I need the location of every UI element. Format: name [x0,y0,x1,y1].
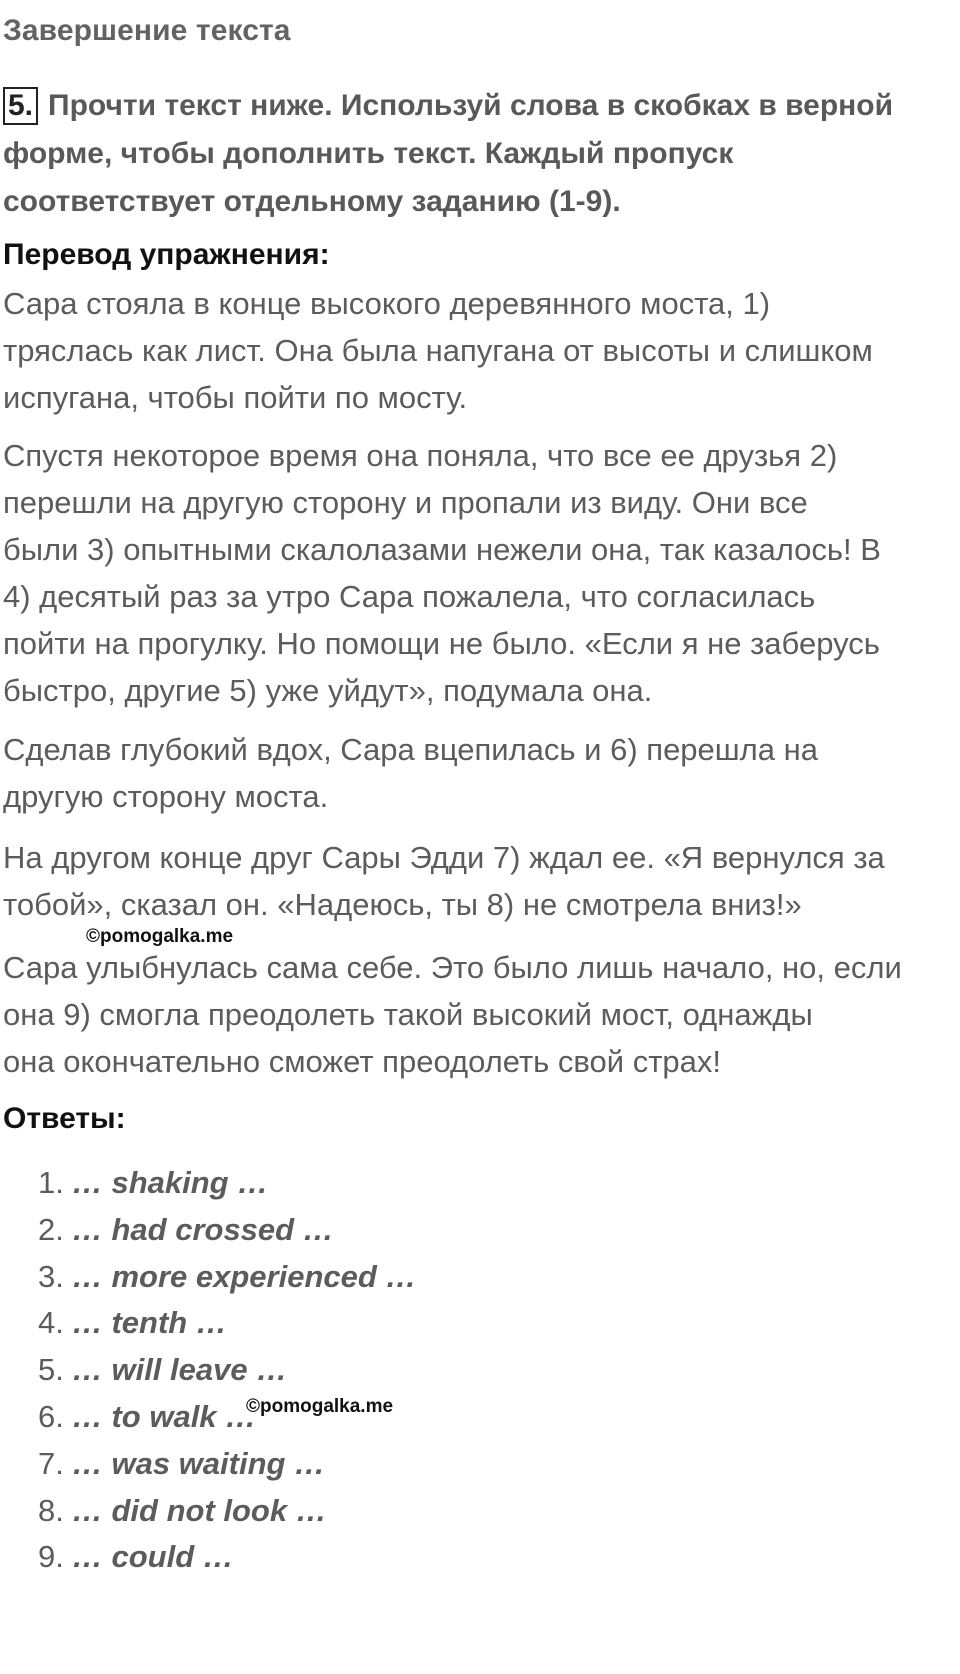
translation-paragraph-2 [3,432,958,714]
translation-paragraph-3 [3,726,958,820]
paragraph-line: другую сторону моста. [3,779,329,814]
translation-heading: Перевод упражнения: [3,238,330,271]
answer-item [38,1300,416,1347]
paragraph-line: Сара улыбнулась сама себе. Это было лишь начало, но, если [3,950,902,985]
answer-text: … more experienced … [71,1258,417,1294]
answer-number: 3. [38,1258,64,1294]
answer-text: … to walk … [71,1398,257,1434]
answer-text: … tenth … [71,1305,227,1341]
task-instruction-line: соответствует отдельному заданию (1-9). [3,185,621,218]
paragraph-line: она 9) смогла преодолеть такой высокий мост, однажды [3,997,813,1032]
paragraph-line: тряслась как лист. Она была напугана от высоты и слишком [3,333,873,368]
answer-text: … will leave … [71,1352,288,1388]
answer-text: … was waiting … [71,1445,326,1481]
answer-text: … had crossed … [71,1211,334,1247]
task-instruction-line: форме, чтобы дополнить текст. Каждый пропуск [3,137,734,170]
answer-number: 9. [38,1539,64,1575]
section-title: Завершение текста [3,14,291,47]
answer-item [38,1488,416,1535]
paragraph-line: 4) десятый раз за утро Сара пожалела, что согласилась [3,579,816,614]
answer-number: 2. [38,1211,64,1247]
task-instruction [3,82,958,226]
answer-item [38,1534,416,1581]
paragraph-line: Сделав глубокий вдох, Сара вцепилась и 6) перешла на [3,732,818,767]
answer-number: 5. [38,1352,64,1388]
paragraph-line: перешли на другую сторону и пропали из виду. Они все [3,485,808,520]
answer-text: … shaking … [71,1165,269,1200]
paragraph-line: она окончательно сможет преодолеть свой страх! [3,1044,721,1079]
answer-number: 6. [38,1398,64,1434]
translation-paragraph-4 [3,834,958,928]
paragraph-line: испугана, чтобы пойти по мосту. [3,380,468,415]
watermark-text: ©pomogalka.me [86,926,234,947]
task-instruction-line: Прочти текст ниже. Используй слова в скобках в верной [48,89,894,122]
answer-item [38,1207,416,1254]
paragraph-line: были 3) опытными скалолазами нежели она, так казалось! В [3,532,881,567]
paragraph-line: тобой», сказал он. «Надеюсь, ты 8) не смотрела вниз!» [3,887,802,922]
answers-list [38,1160,416,1581]
paragraph-line: Спустя некоторое время она поняла, что все ее друзья 2) [3,438,838,473]
paragraph-line: пойти на прогулку. Но помощи не было. «Если я не заберусь [3,626,880,661]
answer-item [38,1347,416,1394]
answers-heading: Ответы: [3,1102,126,1135]
paragraph-line: На другом конце друг Сары Эдди 7) ждал ее. «Я вернулся за [3,840,885,875]
answer-number: 4. [38,1305,64,1341]
answer-number: 1. [38,1165,64,1200]
paragraph-line: быстро, другие 5) уже уйдут», подумала она. [3,673,653,708]
task-number-box: 5. [3,87,38,125]
translation-paragraph-1 [3,280,958,421]
paragraph-line: Сара стояла в конце высокого деревянного моста, 1) [3,286,771,321]
answer-item [38,1254,416,1301]
translation-paragraph-5 [3,944,958,1085]
answer-number: 8. [38,1492,64,1528]
answer-number: 7. [38,1445,64,1481]
answer-text: … did not look … [71,1492,327,1528]
answer-item [38,1441,416,1488]
answer-item [38,1160,416,1207]
answer-text: … could … [71,1539,234,1575]
watermark-text: ©pomogalka.me [246,1396,394,1417]
